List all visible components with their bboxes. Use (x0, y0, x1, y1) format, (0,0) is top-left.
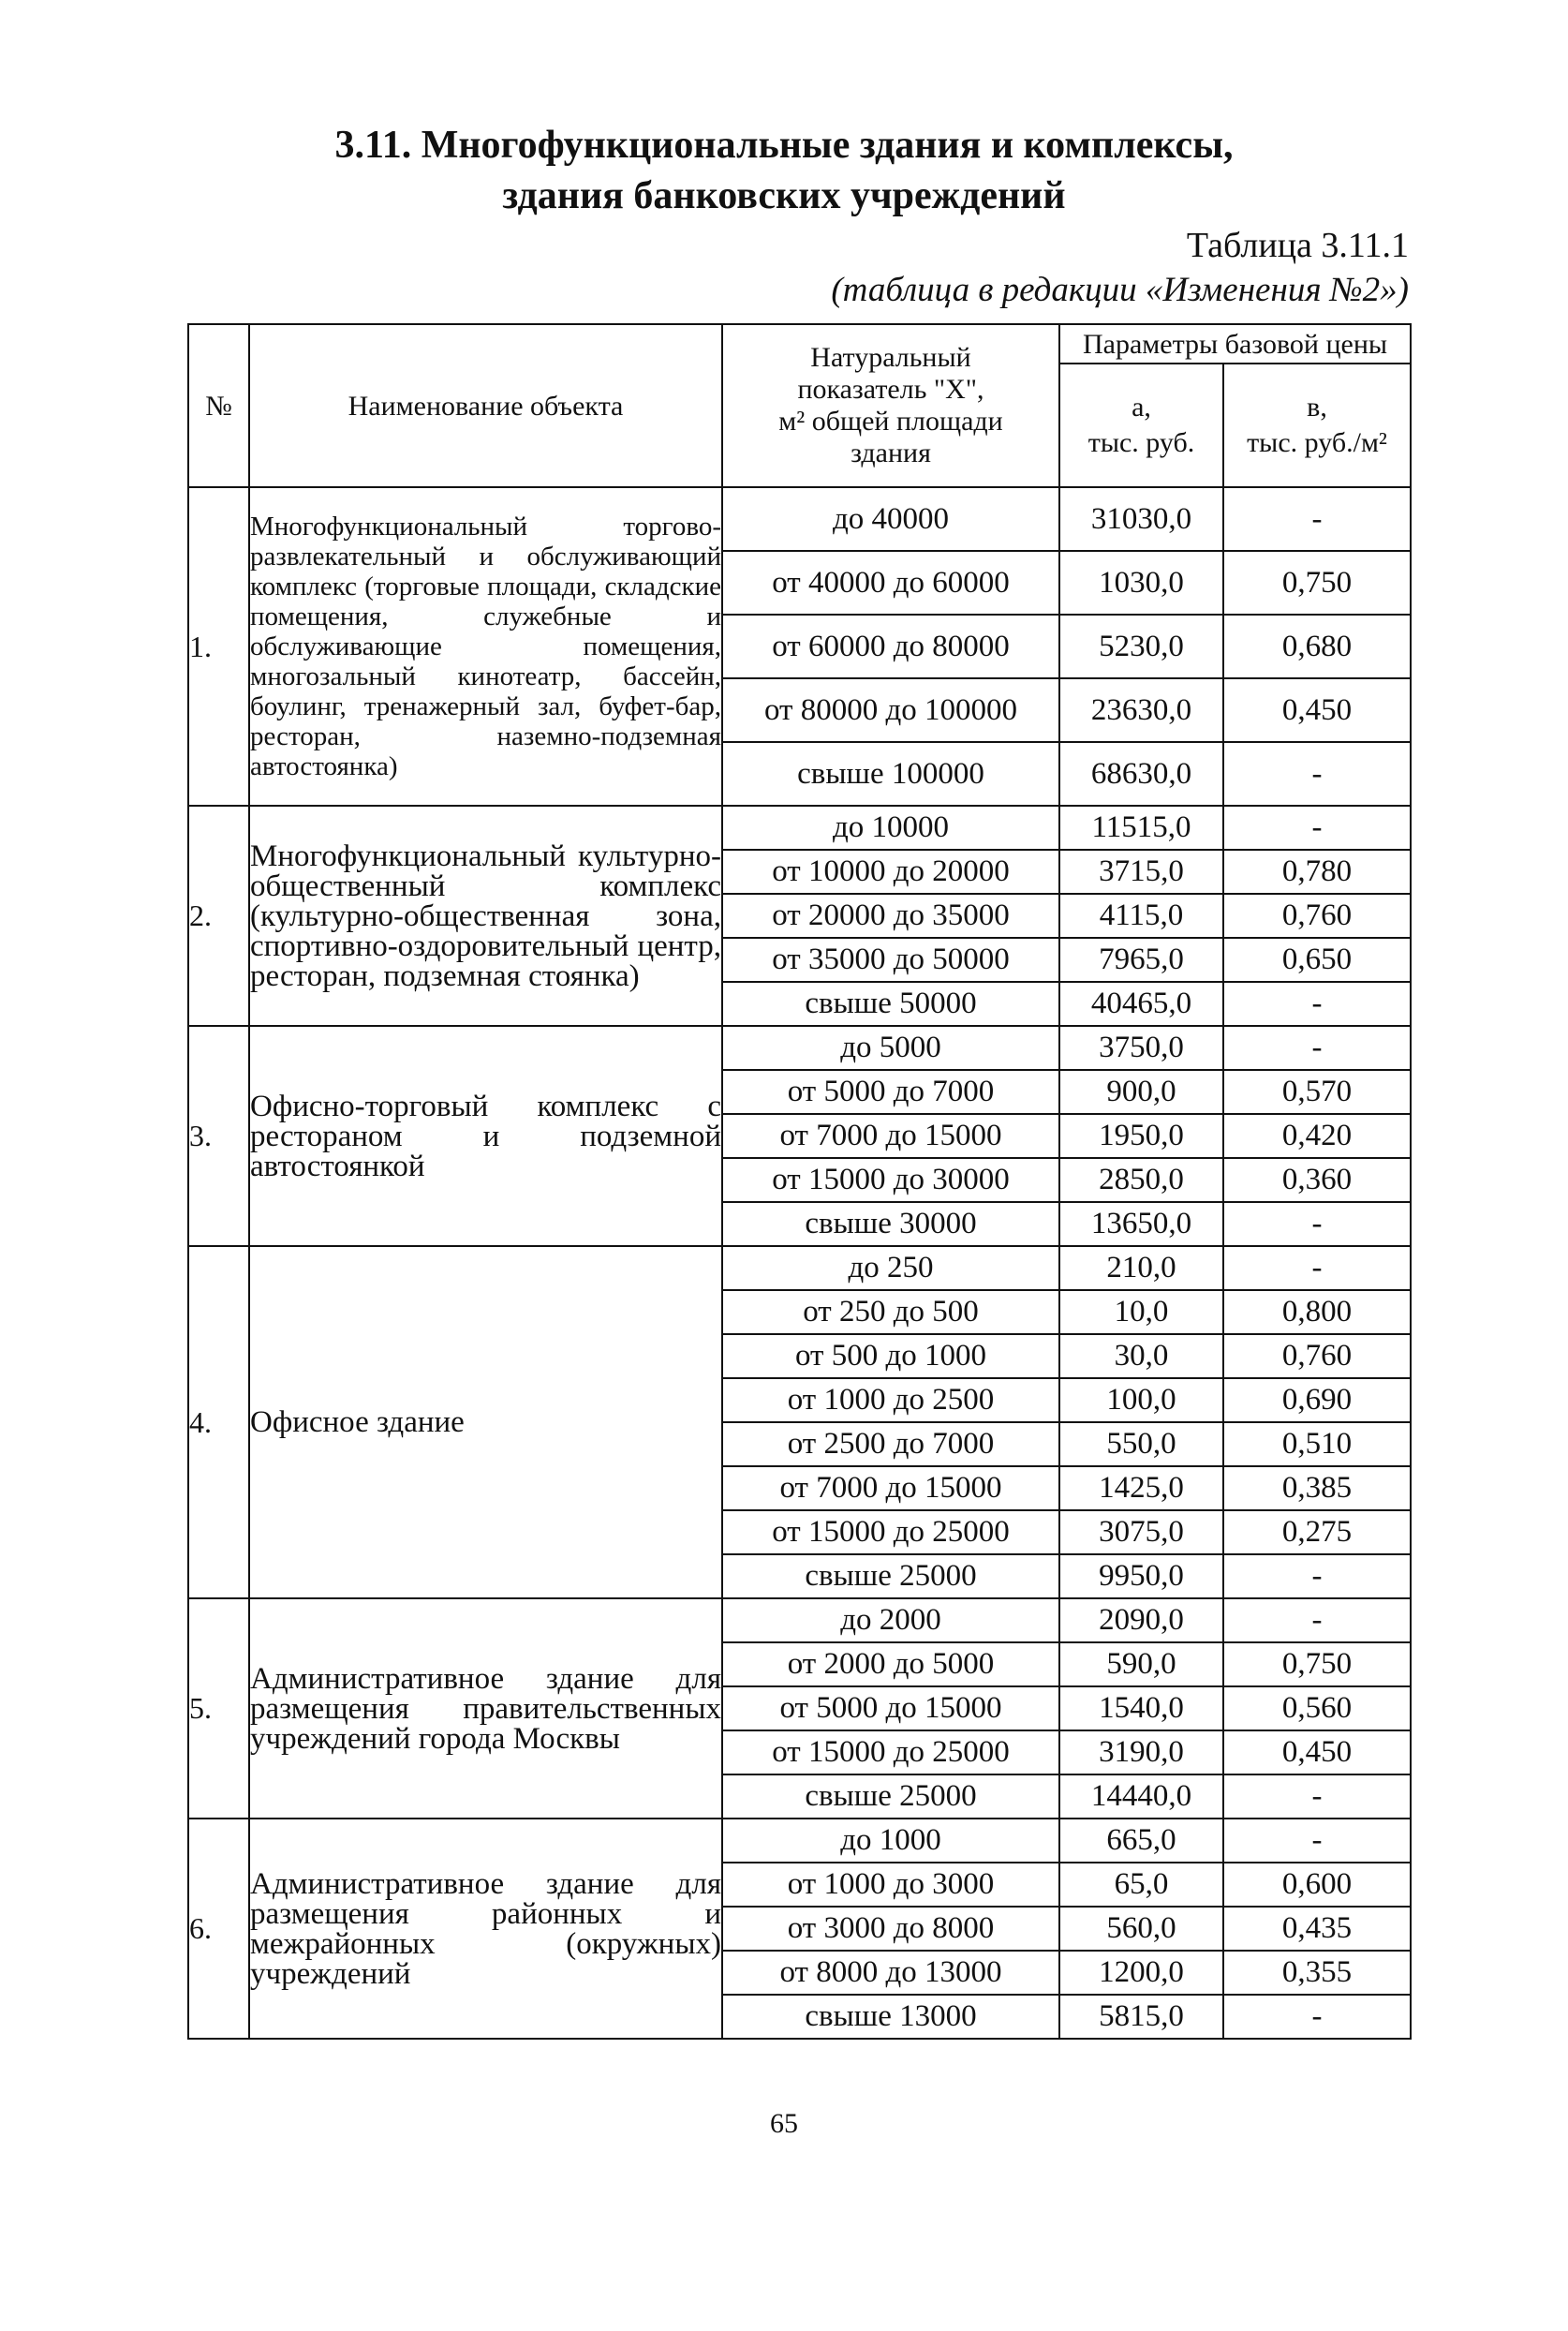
page-number: 65 (770, 2108, 798, 2139)
param-a: 31030,0 (1059, 487, 1223, 551)
param-a: 11515,0 (1059, 806, 1223, 850)
size-range: от 10000 до 20000 (722, 850, 1059, 894)
param-a: 210,0 (1059, 1246, 1223, 1290)
param-a: 40465,0 (1059, 982, 1223, 1026)
param-b: 0,600 (1223, 1863, 1411, 1907)
param-b: 0,420 (1223, 1114, 1411, 1158)
param-b: 0,355 (1223, 1951, 1411, 1995)
table-note: (таблица в редакции «Изменения №2») (831, 271, 1409, 309)
param-a: 13650,0 (1059, 1202, 1223, 1246)
param-b: - (1223, 806, 1411, 850)
param-a: 68630,0 (1059, 742, 1223, 806)
table-row (188, 487, 1411, 551)
param-a: 10,0 (1059, 1290, 1223, 1334)
param-b: 0,275 (1223, 1510, 1411, 1554)
size-range: до 2000 (722, 1598, 1059, 1642)
col-header-params: Параметры базовой цены (1059, 324, 1411, 364)
col-header-no: № (188, 324, 249, 487)
size-range: от 60000 до 80000 (722, 615, 1059, 678)
param-a: 900,0 (1059, 1070, 1223, 1114)
param-b: 0,510 (1223, 1422, 1411, 1466)
size-range: до 250 (722, 1246, 1059, 1290)
row-number: 5. (188, 1598, 249, 1819)
col-header-indicator (722, 324, 1059, 487)
size-range: свыше 13000 (722, 1995, 1059, 2039)
size-range: от 40000 до 60000 (722, 551, 1059, 615)
param-b: - (1223, 1246, 1411, 1290)
param-a: 590,0 (1059, 1642, 1223, 1686)
object-name: Офисно-торговый комплекс с рестораном и подземной автостоянкой (249, 1026, 722, 1246)
size-range: от 5000 до 7000 (722, 1070, 1059, 1114)
indicator-line-2: показатель "Х", (797, 374, 984, 405)
indicator-line-3: м² общей площади (778, 406, 1003, 437)
size-range: от 7000 до 15000 (722, 1466, 1059, 1510)
size-range: от 500 до 1000 (722, 1334, 1059, 1378)
object-name: Многофункциональный культурно-общественный комплекс (культурно-общественная зона, спортивно-оздоровительный центр, ресторан, подземная стоянка) (249, 806, 722, 1026)
col-b-line-2: тыс. руб./м² (1247, 427, 1387, 458)
param-a: 3190,0 (1059, 1730, 1223, 1774)
param-b: - (1223, 1026, 1411, 1070)
param-b: 0,780 (1223, 850, 1411, 894)
param-b: - (1223, 487, 1411, 551)
param-b: 0,560 (1223, 1686, 1411, 1730)
size-range: от 2000 до 5000 (722, 1642, 1059, 1686)
param-a: 665,0 (1059, 1819, 1223, 1863)
indicator-line-1: Натуральный (810, 342, 971, 373)
table-body (188, 487, 1411, 2039)
param-b: 0,760 (1223, 1334, 1411, 1378)
size-range: от 20000 до 35000 (722, 894, 1059, 938)
param-b: - (1223, 982, 1411, 1026)
col-a-line-2: тыс. руб. (1087, 427, 1195, 458)
param-a: 4115,0 (1059, 894, 1223, 938)
size-range: до 10000 (722, 806, 1059, 850)
param-b: 0,760 (1223, 894, 1411, 938)
param-a: 550,0 (1059, 1422, 1223, 1466)
size-range: от 80000 до 100000 (722, 678, 1059, 742)
table-row (188, 1026, 1411, 1070)
object-name: Административное здание для размещения районных и межрайонных (окружных) учреждений (249, 1819, 722, 2039)
param-a: 2090,0 (1059, 1598, 1223, 1642)
param-a: 560,0 (1059, 1907, 1223, 1951)
size-range: свыше 30000 (722, 1202, 1059, 1246)
param-a: 5230,0 (1059, 615, 1223, 678)
object-name: Офисное здание (249, 1246, 722, 1598)
param-b: - (1223, 742, 1411, 806)
param-a: 1950,0 (1059, 1114, 1223, 1158)
param-b: 0,680 (1223, 615, 1411, 678)
param-b: 0,450 (1223, 678, 1411, 742)
param-a: 9950,0 (1059, 1554, 1223, 1598)
param-a: 65,0 (1059, 1863, 1223, 1907)
page-heading (0, 120, 1568, 221)
param-a: 1200,0 (1059, 1951, 1223, 1995)
param-a: 3750,0 (1059, 1026, 1223, 1070)
row-number: 4. (188, 1246, 249, 1598)
param-b: - (1223, 1995, 1411, 2039)
size-range: от 2500 до 7000 (722, 1422, 1059, 1466)
object-name: Многофункциональный торгово-развлекательный и обслуживающий комплекс (торговые площади, складские помещения, служебные и обслуживающие помещения, многозальный кинотеатр, бассейн, боулинг, тренажерный зал, буфет-бар, ресторан, наземно-подземная автостоянка) (249, 487, 722, 806)
param-b: - (1223, 1819, 1411, 1863)
param-a: 1030,0 (1059, 551, 1223, 615)
size-range: свыше 25000 (722, 1554, 1059, 1598)
param-b: - (1223, 1598, 1411, 1642)
table-row (188, 1246, 1411, 1290)
size-range: до 5000 (722, 1026, 1059, 1070)
param-a: 2850,0 (1059, 1158, 1223, 1202)
param-b: 0,435 (1223, 1907, 1411, 1951)
col-a-line-1: а, (1132, 392, 1151, 423)
param-a: 1540,0 (1059, 1686, 1223, 1730)
param-a: 5815,0 (1059, 1995, 1223, 2039)
size-range: свыше 100000 (722, 742, 1059, 806)
table-number: Таблица 3.11.1 (1186, 226, 1409, 265)
size-range: от 35000 до 50000 (722, 938, 1059, 982)
indicator-line-4: здания (851, 438, 931, 468)
heading-line-2: здания банковских учреждений (502, 174, 1066, 217)
size-range: от 3000 до 8000 (722, 1907, 1059, 1951)
param-b: 0,650 (1223, 938, 1411, 982)
col-header-a (1059, 364, 1223, 487)
param-b: 0,385 (1223, 1466, 1411, 1510)
size-range: до 40000 (722, 487, 1059, 551)
size-range: от 8000 до 13000 (722, 1951, 1059, 1995)
col-header-b (1223, 364, 1411, 487)
size-range: от 7000 до 15000 (722, 1114, 1059, 1158)
param-b: - (1223, 1202, 1411, 1246)
size-range: от 15000 до 25000 (722, 1730, 1059, 1774)
size-range: от 5000 до 15000 (722, 1686, 1059, 1730)
size-range: от 250 до 500 (722, 1290, 1059, 1334)
size-range: до 1000 (722, 1819, 1059, 1863)
param-b: 0,690 (1223, 1378, 1411, 1422)
object-name: Административное здание для размещения правительственных учреждений города Москвы (249, 1598, 722, 1819)
param-a: 3715,0 (1059, 850, 1223, 894)
param-a: 100,0 (1059, 1378, 1223, 1422)
size-range: от 1000 до 2500 (722, 1378, 1059, 1422)
row-number: 1. (188, 487, 249, 806)
param-a: 23630,0 (1059, 678, 1223, 742)
param-b: 0,750 (1223, 1642, 1411, 1686)
size-range: от 15000 до 25000 (722, 1510, 1059, 1554)
param-b: 0,360 (1223, 1158, 1411, 1202)
param-a: 14440,0 (1059, 1774, 1223, 1819)
price-table (187, 323, 1412, 2040)
size-range: от 15000 до 30000 (722, 1158, 1059, 1202)
param-b: - (1223, 1774, 1411, 1819)
size-range: свыше 50000 (722, 982, 1059, 1026)
param-a: 7965,0 (1059, 938, 1223, 982)
col-header-name: Наименование объекта (249, 324, 722, 487)
table-row (188, 1819, 1411, 1863)
param-b: 0,750 (1223, 551, 1411, 615)
param-b: - (1223, 1554, 1411, 1598)
table-row (188, 806, 1411, 850)
heading-line-1: 3.11. Многофункциональные здания и комплексы, (334, 124, 1234, 167)
col-b-line-1: в, (1307, 392, 1327, 423)
param-a: 3075,0 (1059, 1510, 1223, 1554)
size-range: свыше 25000 (722, 1774, 1059, 1819)
row-number: 3. (188, 1026, 249, 1246)
param-b: 0,800 (1223, 1290, 1411, 1334)
param-b: 0,570 (1223, 1070, 1411, 1114)
size-range: от 1000 до 3000 (722, 1863, 1059, 1907)
row-number: 6. (188, 1819, 249, 2039)
row-number: 2. (188, 806, 249, 1026)
table-row (188, 1598, 1411, 1642)
param-b: 0,450 (1223, 1730, 1411, 1774)
param-a: 1425,0 (1059, 1466, 1223, 1510)
param-a: 30,0 (1059, 1334, 1223, 1378)
